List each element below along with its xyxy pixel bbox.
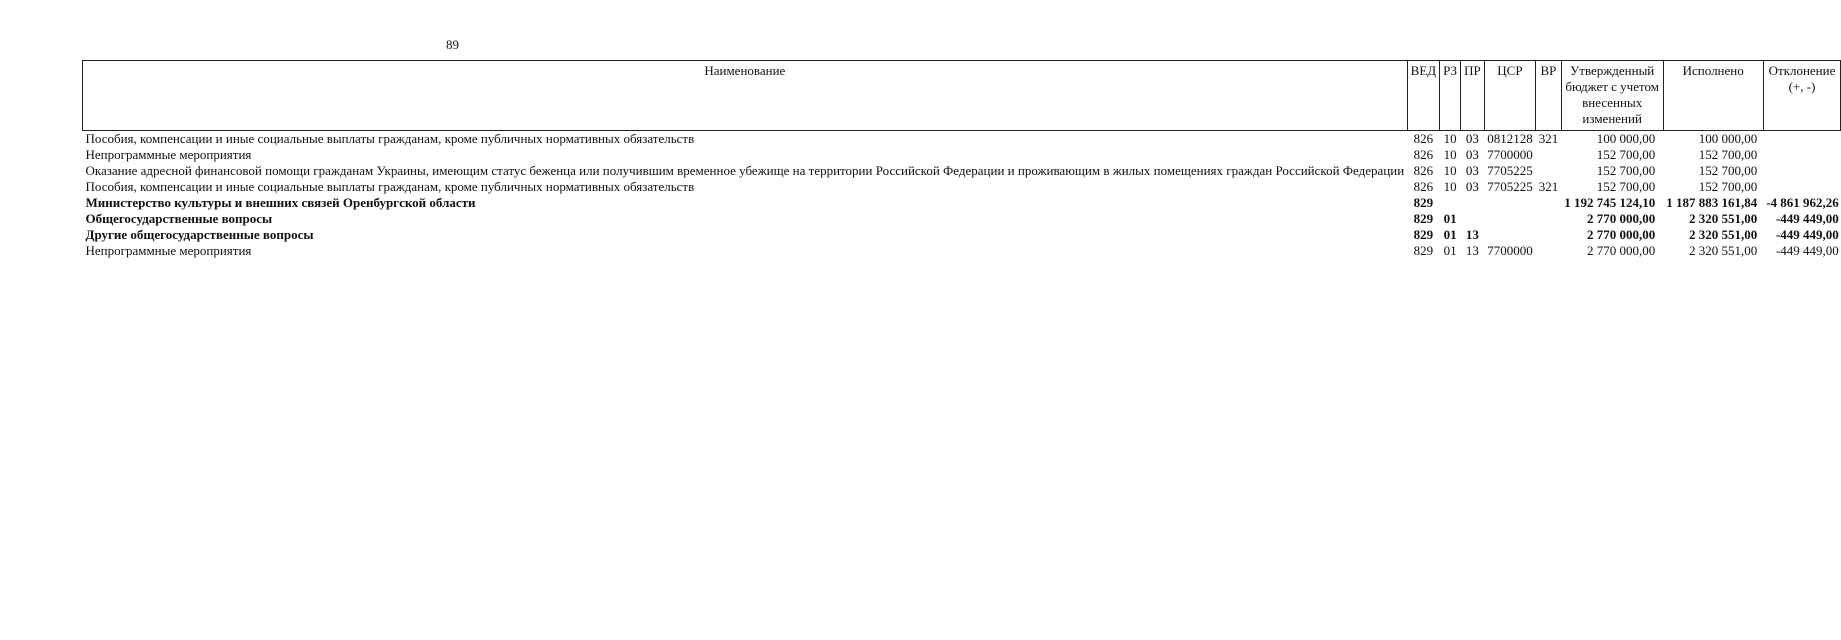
row-rz: 01: [1443, 227, 1457, 242]
row-ved: 829: [1413, 211, 1434, 226]
row-pr: [1461, 211, 1485, 227]
row-vr: [1536, 243, 1562, 259]
row-executed: 152 700,00: [1698, 147, 1758, 162]
row-deviation: [1763, 147, 1841, 163]
row-budget: 2 770 000,00: [1586, 243, 1656, 258]
row-csr: [1484, 227, 1536, 243]
row-csr: 7705225: [1487, 163, 1533, 178]
row-budget: 152 700,00: [1596, 179, 1656, 194]
row-vr: [1536, 211, 1562, 227]
row-csr: 0812128: [1487, 131, 1533, 146]
table-row: [83, 243, 1841, 259]
row-name: Другие общегосударственные вопросы: [85, 227, 314, 242]
row-name: Общегосударственные вопросы: [85, 211, 273, 226]
row-vr: [1536, 147, 1562, 163]
header-vr: ВР: [1536, 61, 1562, 131]
row-csr: [1484, 211, 1536, 227]
row-csr: 7705225: [1487, 179, 1533, 194]
row-deviation: -4 861 962,26: [1766, 195, 1839, 210]
table-row: [83, 131, 1841, 148]
row-budget: 152 700,00: [1596, 147, 1656, 162]
row-rz: 01: [1443, 211, 1457, 226]
row-rz: 10: [1443, 147, 1457, 162]
row-budget: 1 192 745 124,10: [1564, 195, 1656, 210]
row-deviation: -449 449,00: [1775, 211, 1839, 226]
header-deviation: Отклонение (+, -): [1763, 61, 1841, 131]
table-row: [83, 195, 1841, 211]
row-vr: [1536, 195, 1562, 211]
row-budget: 2 770 000,00: [1586, 227, 1656, 242]
table-row: [83, 211, 1841, 227]
row-csr: 7700000: [1487, 147, 1533, 162]
row-pr: 13: [1465, 227, 1479, 242]
table-row: [83, 227, 1841, 243]
budget-execution-table: [82, 60, 1841, 259]
header-budget: Утвержденный бюджет с учетом внесенных изменений: [1561, 61, 1663, 131]
row-budget: 100 000,00: [1596, 131, 1656, 146]
row-pr: 03: [1465, 179, 1479, 194]
row-pr: 03: [1465, 131, 1479, 146]
row-executed: 2 320 551,00: [1688, 227, 1758, 242]
row-executed: 152 700,00: [1698, 163, 1758, 178]
row-budget: 2 770 000,00: [1586, 211, 1656, 226]
row-vr: 321: [1538, 179, 1559, 194]
row-rz: 10: [1443, 179, 1457, 194]
row-name: Оказание адресной финансовой помощи гражданам Украины, имеющим статус беженца или получившим временное убежище на территории Российской Федерации и проживающим в жилых помещениях граждан Российской Федерации: [85, 163, 1405, 178]
header-csr: ЦСР: [1484, 61, 1536, 131]
row-executed: 2 320 551,00: [1688, 211, 1758, 226]
row-pr: [1461, 195, 1485, 211]
row-budget: 152 700,00: [1596, 163, 1656, 178]
row-deviation: -449 449,00: [1775, 243, 1839, 258]
header-rz: РЗ: [1440, 61, 1461, 131]
row-rz: [1440, 195, 1461, 211]
row-ved: 829: [1413, 227, 1434, 242]
row-name: Пособия, компенсации и иные социальные выплаты гражданам, кроме публичных нормативных обязательств: [85, 131, 695, 146]
row-vr: [1536, 163, 1562, 179]
table-row: [83, 163, 1841, 179]
row-ved: 826: [1413, 179, 1434, 194]
row-deviation: [1763, 179, 1841, 195]
page-number: 89: [446, 37, 459, 52]
row-deviation: [1763, 163, 1841, 179]
row-pr: 13: [1465, 243, 1479, 258]
row-executed: 2 320 551,00: [1688, 243, 1758, 258]
header-executed: Исполнено: [1663, 61, 1763, 131]
row-name: Министерство культуры и внешних связей Оренбургской области: [85, 195, 476, 210]
row-ved: 826: [1413, 147, 1434, 162]
row-ved: 826: [1413, 131, 1434, 146]
row-rz: 01: [1443, 243, 1457, 258]
row-rz: 10: [1443, 131, 1457, 146]
table-header-row: [83, 61, 1841, 131]
row-pr: 03: [1465, 147, 1479, 162]
row-executed: 1 187 883 161,84: [1666, 195, 1758, 210]
row-deviation: [1763, 131, 1841, 148]
row-vr: [1536, 227, 1562, 243]
row-vr: 321: [1538, 131, 1559, 146]
header-pr: ПР: [1461, 61, 1485, 131]
row-ved: 826: [1413, 163, 1434, 178]
row-executed: 100 000,00: [1698, 131, 1758, 146]
row-name: Непрограммные мероприятия: [85, 243, 252, 258]
header-ved: ВЕД: [1407, 61, 1439, 131]
row-pr: 03: [1465, 163, 1479, 178]
table-row: [83, 147, 1841, 163]
row-name: Непрограммные мероприятия: [85, 147, 252, 162]
row-ved: 829: [1413, 195, 1434, 210]
row-name: Пособия, компенсации и иные социальные выплаты гражданам, кроме публичных нормативных обязательств: [85, 179, 695, 194]
header-name: Наименование: [83, 61, 1408, 131]
row-csr: 7700000: [1487, 243, 1533, 258]
row-executed: 152 700,00: [1698, 179, 1758, 194]
row-csr: [1484, 195, 1536, 211]
table-row: [83, 179, 1841, 195]
row-rz: 10: [1443, 163, 1457, 178]
row-deviation: -449 449,00: [1775, 227, 1839, 242]
row-ved: 829: [1413, 243, 1434, 258]
